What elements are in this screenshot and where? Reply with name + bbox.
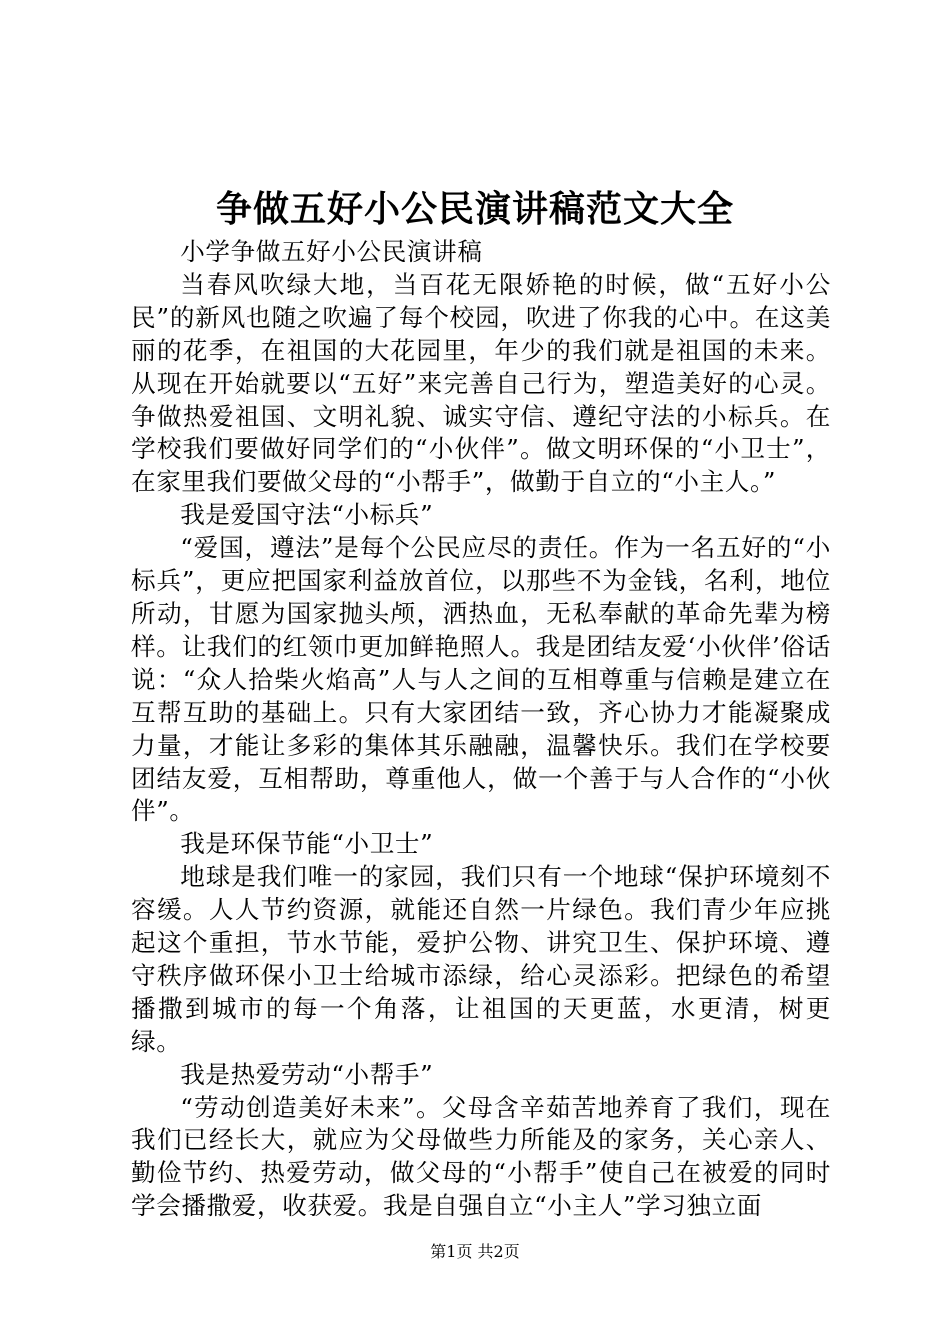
body-paragraph: 地球是我们唯一的家园，我们只有一个地球“保护环境刻不容缓。人人节约资源，就能还自然一片绿色。我们青少年应挑起这个重担，节水节能，爱护公物、讲究卫生、保护环境、遵守秩序做环保小卫士给城市添绿，给心灵添彩。把绿色的希望播撒到城市的每一个角落，让祖国的天更蓝，水更清，树更绿。 [131, 862, 831, 1056]
body-paragraph: 当春风吹绿大地，当百花无限娇艳的时候，做“五好小公民”的新风也随之吹遍了每个校园，吹进了你我的心中。在这美丽的花季，在祖国的大花园里，年少的我们就是祖国的未来。从现在开始就要以“五好”来完善自己行为，塑造美好的心灵。争做热爱祖国、文明礼貌、诚实守信、遵纪守法的小标兵。在学校我们要做好同学们的“小伙伴”。做文明环保的“小卫士”，在家里我们要做父母的“小帮手”，做勤于自立的“小主人。” [131, 269, 831, 497]
body-paragraph: “爱国，遵法”是每个公民应尽的责任。作为一名五好的“小标兵”，更应把国家利益放首位，以那些不为金钱，名利，地位所动，甘愿为国家抛头颅，洒热血，无私奉献的革命先辈为榜样。让我们的红领巾更加鲜艳照人。我是团结友爱‘小伙伴’俗话说：“众人拾柴火焰高”人与人之间的互相尊重与信赖是建立在互帮互助的基础上。只有大家团结一致，齐心协力才能凝聚成力量，才能让多彩的集体其乐融融，温馨快乐。我们在学校要团结友爱，互相帮助，尊重他人，做一个善于与人合作的“小伙伴”。 [131, 533, 831, 826]
document-body [131, 236, 831, 1223]
page-number-footer: 第1页 共2页 [430, 1242, 520, 1261]
subtitle-paragraph: 小学争做五好小公民演讲稿 [180, 237, 483, 266]
section-heading: 我是爱国守法“小标兵” [180, 500, 434, 530]
document-title: 争做五好小公民演讲稿范文大全 [215, 188, 734, 230]
section-heading: 我是环保节能“小卫士” [180, 829, 434, 859]
section-heading: 我是热爱劳动“小帮手” [180, 1059, 434, 1089]
body-paragraph: “劳动创造美好未来”。父母含辛茹苦地养育了我们，现在我们已经长大，就应为父母做些力所能及的家务，关心亲人、勤俭节约、热爱劳动，做父母的“小帮手”使自己在被爱的同时学会播撒爱，收获爱。我是自强自立“小主人”学习独立面 [131, 1092, 831, 1221]
